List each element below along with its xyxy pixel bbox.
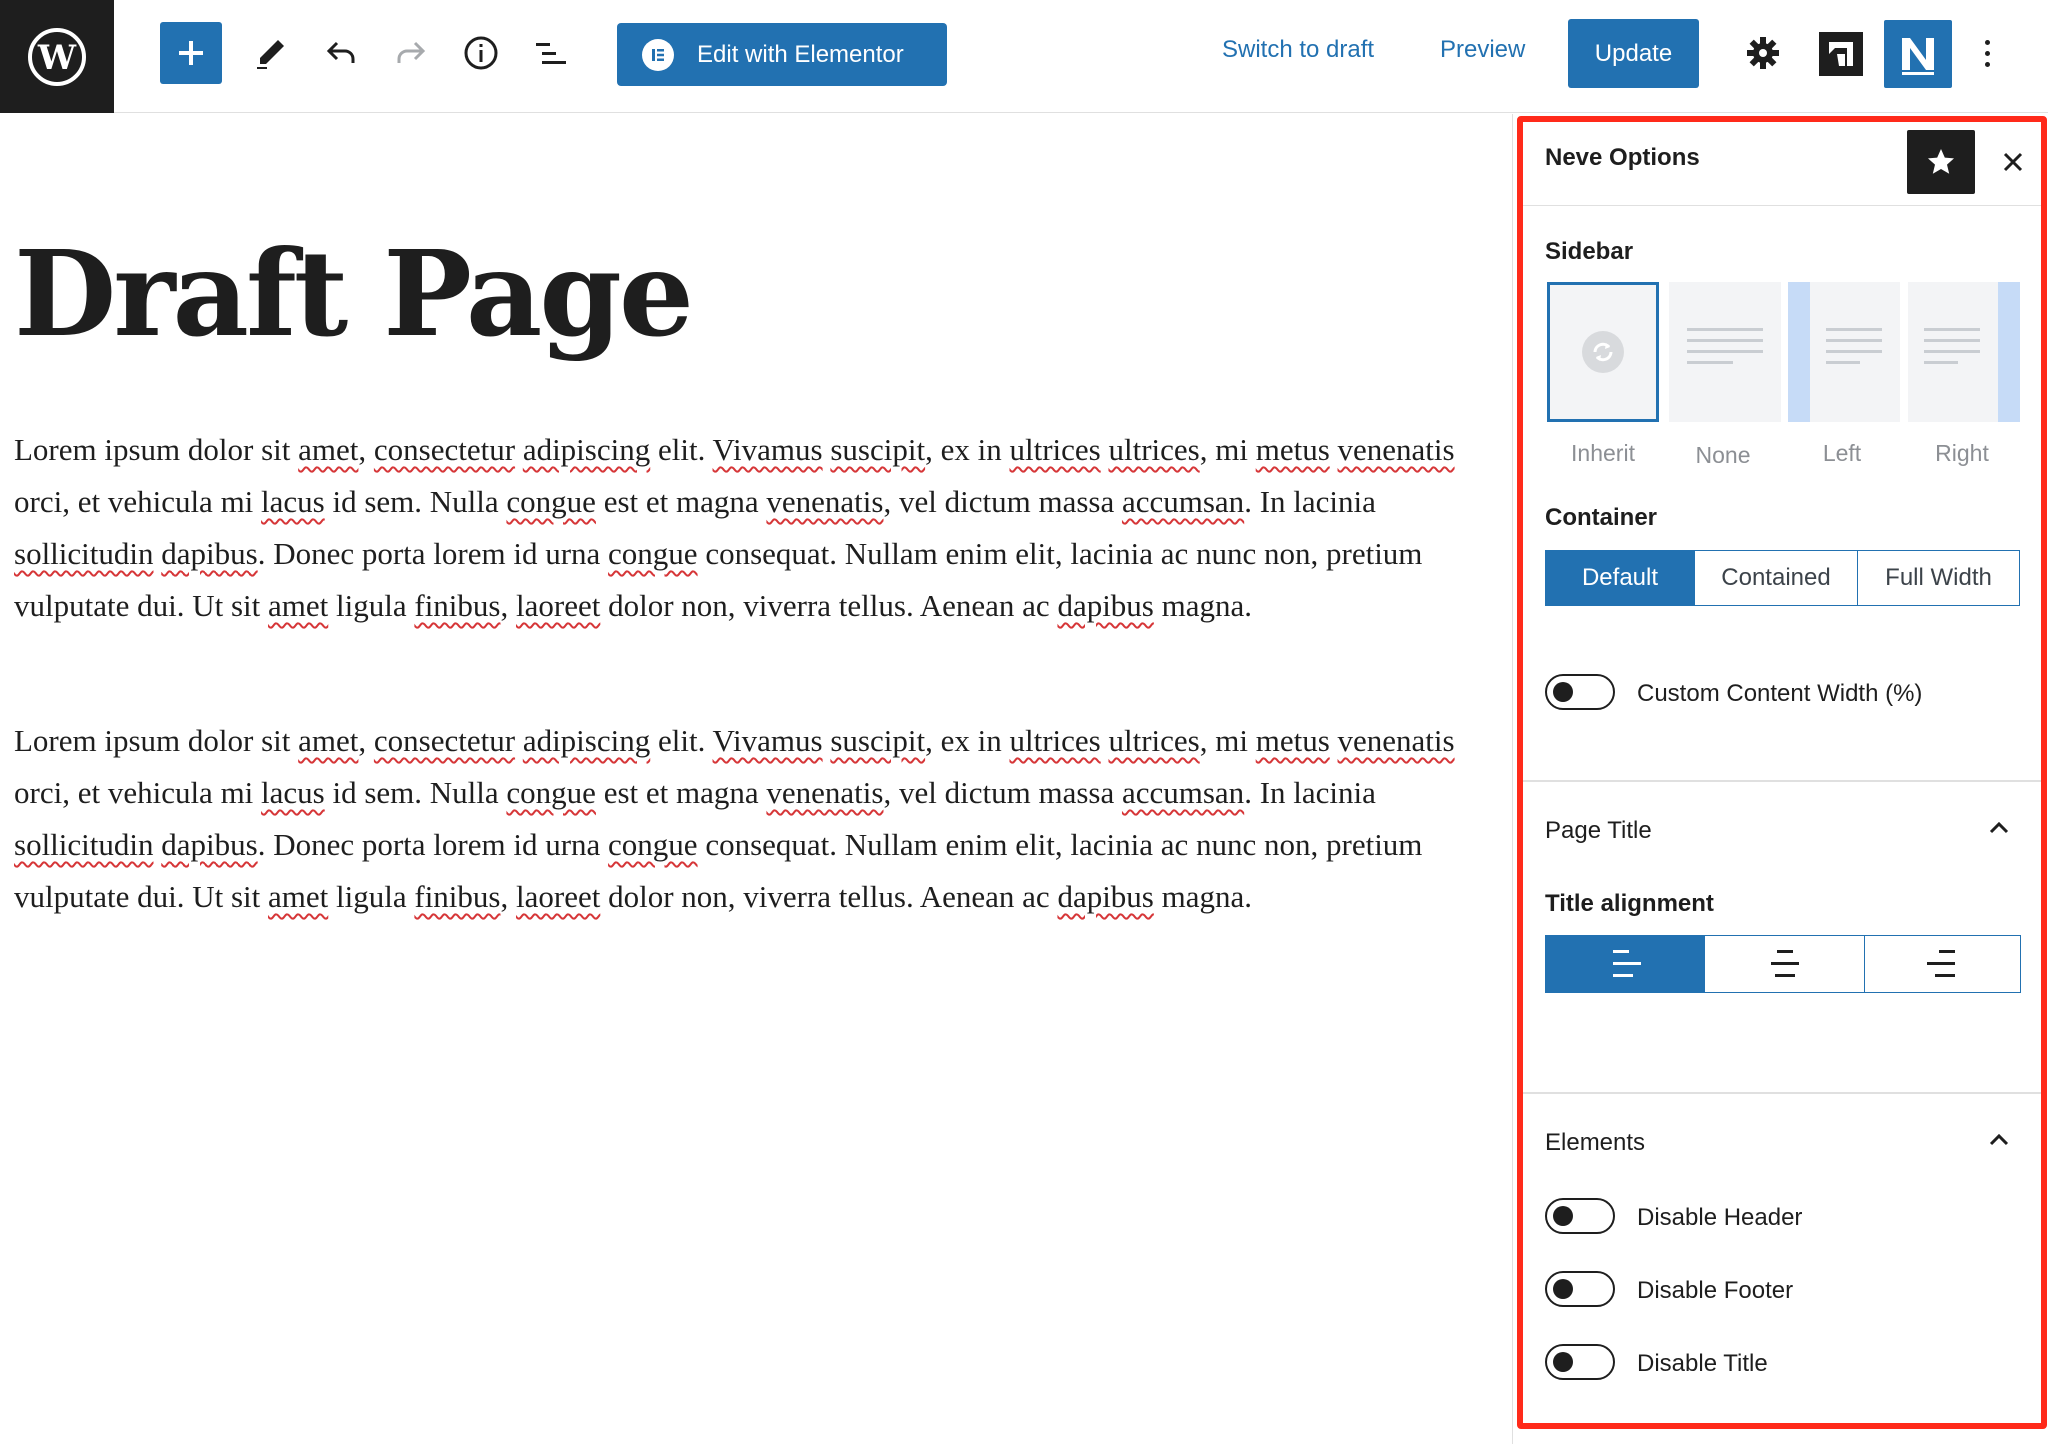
page-title[interactable]: Draft Page [14,224,691,363]
container-default-button[interactable]: Default [1545,550,1695,606]
spellcheck-word: Vivamus [712,723,823,758]
sidebar-header [1523,122,2041,206]
spellcheck-word: laoreet [516,588,601,623]
sidebar-option-label: Right [1935,440,1989,466]
spellcheck-word: ultrices [1009,432,1101,467]
spellcheck-word: congue [506,484,596,519]
custom-content-width-label: Custom Content Width (%) [1637,680,1923,707]
close-sidebar-button[interactable] [1993,142,2033,182]
undo-button[interactable] [310,22,372,84]
spellcheck-word: suscipit [830,432,926,467]
undo-icon [323,35,359,71]
align-right-button[interactable] [1864,935,2021,993]
spellcheck-word: adipiscing [522,723,651,758]
list-view-button[interactable] [520,22,582,84]
spellcheck-word: Vivamus [712,432,823,467]
neve-options-button[interactable] [1884,20,1952,88]
spellcheck-word: lacus [261,484,325,519]
star-icon [1926,147,1956,177]
add-block-button[interactable] [160,22,222,84]
spellcheck-word: congue [608,536,698,571]
custom-content-width-toggle[interactable] [1545,674,1615,710]
spellcheck-word: finibus [414,588,501,623]
update-button[interactable]: Update [1568,19,1699,88]
details-button[interactable] [450,22,512,84]
pin-button[interactable] [1907,130,1975,194]
align-center-button[interactable] [1704,935,1865,993]
align-right-icon [1923,944,1963,984]
spellcheck-word: lacus [261,775,325,810]
spellcheck-word: venenatis [766,484,884,519]
gear-icon [1746,36,1780,70]
disable-title-toggle[interactable] [1545,1344,1615,1380]
spellcheck-word: venenatis [1337,723,1455,758]
spellcheck-word: venenatis [1337,432,1455,467]
spellcheck-word: metus [1255,432,1330,467]
sidebar-option-label: Left [1822,440,1862,466]
spellcheck-word: ultrices [1108,432,1200,467]
neve-logo-icon [1894,30,1942,78]
sidebar-section-label: Sidebar [1545,238,1634,265]
spellcheck-word: accumsan [1121,775,1245,810]
spellcheck-word: amet [268,879,329,914]
disable-title-label: Disable Title [1637,1350,1768,1377]
more-options-icon[interactable] [1974,30,2000,76]
container-section-label: Container [1545,504,1658,531]
elements-section-label[interactable]: Elements [1545,1129,1646,1156]
chevron-up-icon[interactable] [1988,1129,2010,1151]
editor-canvas [0,114,1512,1444]
sync-icon [1581,330,1625,374]
switch-to-draft-button[interactable]: Switch to draft [1222,36,1375,63]
plus-icon [176,38,206,68]
paragraph-block[interactable]: Lorem ipsum dolor sit amet, consectetur adipiscing elit. Vivamus suscipit, ex in ultrices ultrices, mi metus venenatis orci, et vehicula mi lacus id sem. Nulla congue est et magna venenatis, vel dictum massa accumsan. In lacinia sollicitudin dapibus. Donec porta lorem id urna congue consequat. Nullam enim elit, lacinia ac nunc non, pretium vulputate dui. Ut sit amet ligula finibus, laoreet dolor non, viverra tellus. Aenean ac dapibus magna. [14,723,1455,914]
editor-toolbar [0,0,2048,113]
settings-button[interactable] [1740,30,1786,76]
disable-header-toggle[interactable] [1545,1198,1615,1234]
title-alignment-label: Title alignment [1545,890,1714,917]
container-full-width-button[interactable]: Full Width [1857,550,2020,606]
spellcheck-word: amet [298,432,359,467]
tools-button[interactable] [240,22,302,84]
page-title-section-label[interactable]: Page Title [1545,817,1652,844]
sidebar-option-label: Inherit [1571,440,1635,466]
preview-button[interactable]: Preview [1440,36,1526,63]
spellcheck-word: congue [608,827,698,862]
spellcheck-word: suscipit [830,723,926,758]
list-view-icon [532,34,570,72]
plugin-panel-button[interactable] [1807,20,1875,88]
spellcheck-word: accumsan [1121,484,1245,519]
spellcheck-word: amet [268,588,329,623]
redo-button[interactable] [380,22,442,84]
section-divider [1523,1092,2041,1094]
wordpress-logo-icon[interactable] [0,0,114,113]
spellcheck-word: sollicitudin [14,827,154,862]
disable-footer-toggle[interactable] [1545,1271,1615,1307]
section-divider [1523,780,2041,782]
sidebar-option-left[interactable] [1788,282,1900,422]
spellcheck-word: dapibus [161,827,258,862]
spellcheck-word: congue [506,775,596,810]
elementor-logo-icon [642,39,674,71]
pencil-icon [253,35,289,71]
close-icon [2001,150,2025,174]
align-center-icon [1765,944,1805,984]
spellcheck-word: dapibus [1057,879,1154,914]
info-icon [462,34,500,72]
edit-with-elementor-button[interactable] [617,23,947,86]
align-left-icon [1605,944,1645,984]
spellcheck-word: venenatis [766,775,884,810]
spellcheck-word: ultrices [1009,723,1101,758]
spellcheck-word: adipiscing [522,432,651,467]
container-contained-button[interactable]: Contained [1694,550,1858,606]
spellcheck-word: consectetur [373,723,516,758]
sidebar-title: Neve Options [1545,144,1700,171]
spellcheck-word: finibus [414,879,501,914]
sidebar-option-right[interactable] [1908,282,2020,422]
chevron-up-icon[interactable] [1988,817,2010,839]
disable-header-label: Disable Header [1637,1204,1803,1231]
svg-text:W: W [37,37,77,78]
spellcheck-word: dapibus [161,536,258,571]
spellcheck-word: laoreet [516,879,601,914]
disable-footer-label: Disable Footer [1637,1277,1794,1304]
spellcheck-word: sollicitudin [14,536,154,571]
sidebar-option-inherit[interactable] [1547,282,1659,422]
edit-with-elementor-label: Edit with Elementor [697,40,904,68]
spellcheck-word: amet [298,723,359,758]
spellcheck-word: dapibus [1057,588,1154,623]
plugin-icon [1817,30,1865,78]
sidebar-option-label: None [1695,442,1751,468]
spellcheck-word: consectetur [373,432,516,467]
paragraph-block[interactable]: Lorem ipsum dolor sit amet, consectetur adipiscing elit. Vivamus suscipit, ex in ultrices ultrices, mi metus venenatis orci, et vehicula mi lacus id sem. Nulla congue est et magna venenatis, vel dictum massa accumsan. In lacinia sollicitudin dapibus. Donec porta lorem id urna congue consequat. Nullam enim elit, lacinia ac nunc non, pretium vulputate dui. Ut sit amet ligula finibus, laoreet dolor non, viverra tellus. Aenean ac dapibus magna. [14,432,1455,623]
redo-icon [393,35,429,71]
spellcheck-word: metus [1255,723,1330,758]
spellcheck-word: ultrices [1108,723,1200,758]
sidebar-option-none[interactable] [1669,282,1781,422]
align-left-button[interactable] [1545,935,1705,993]
